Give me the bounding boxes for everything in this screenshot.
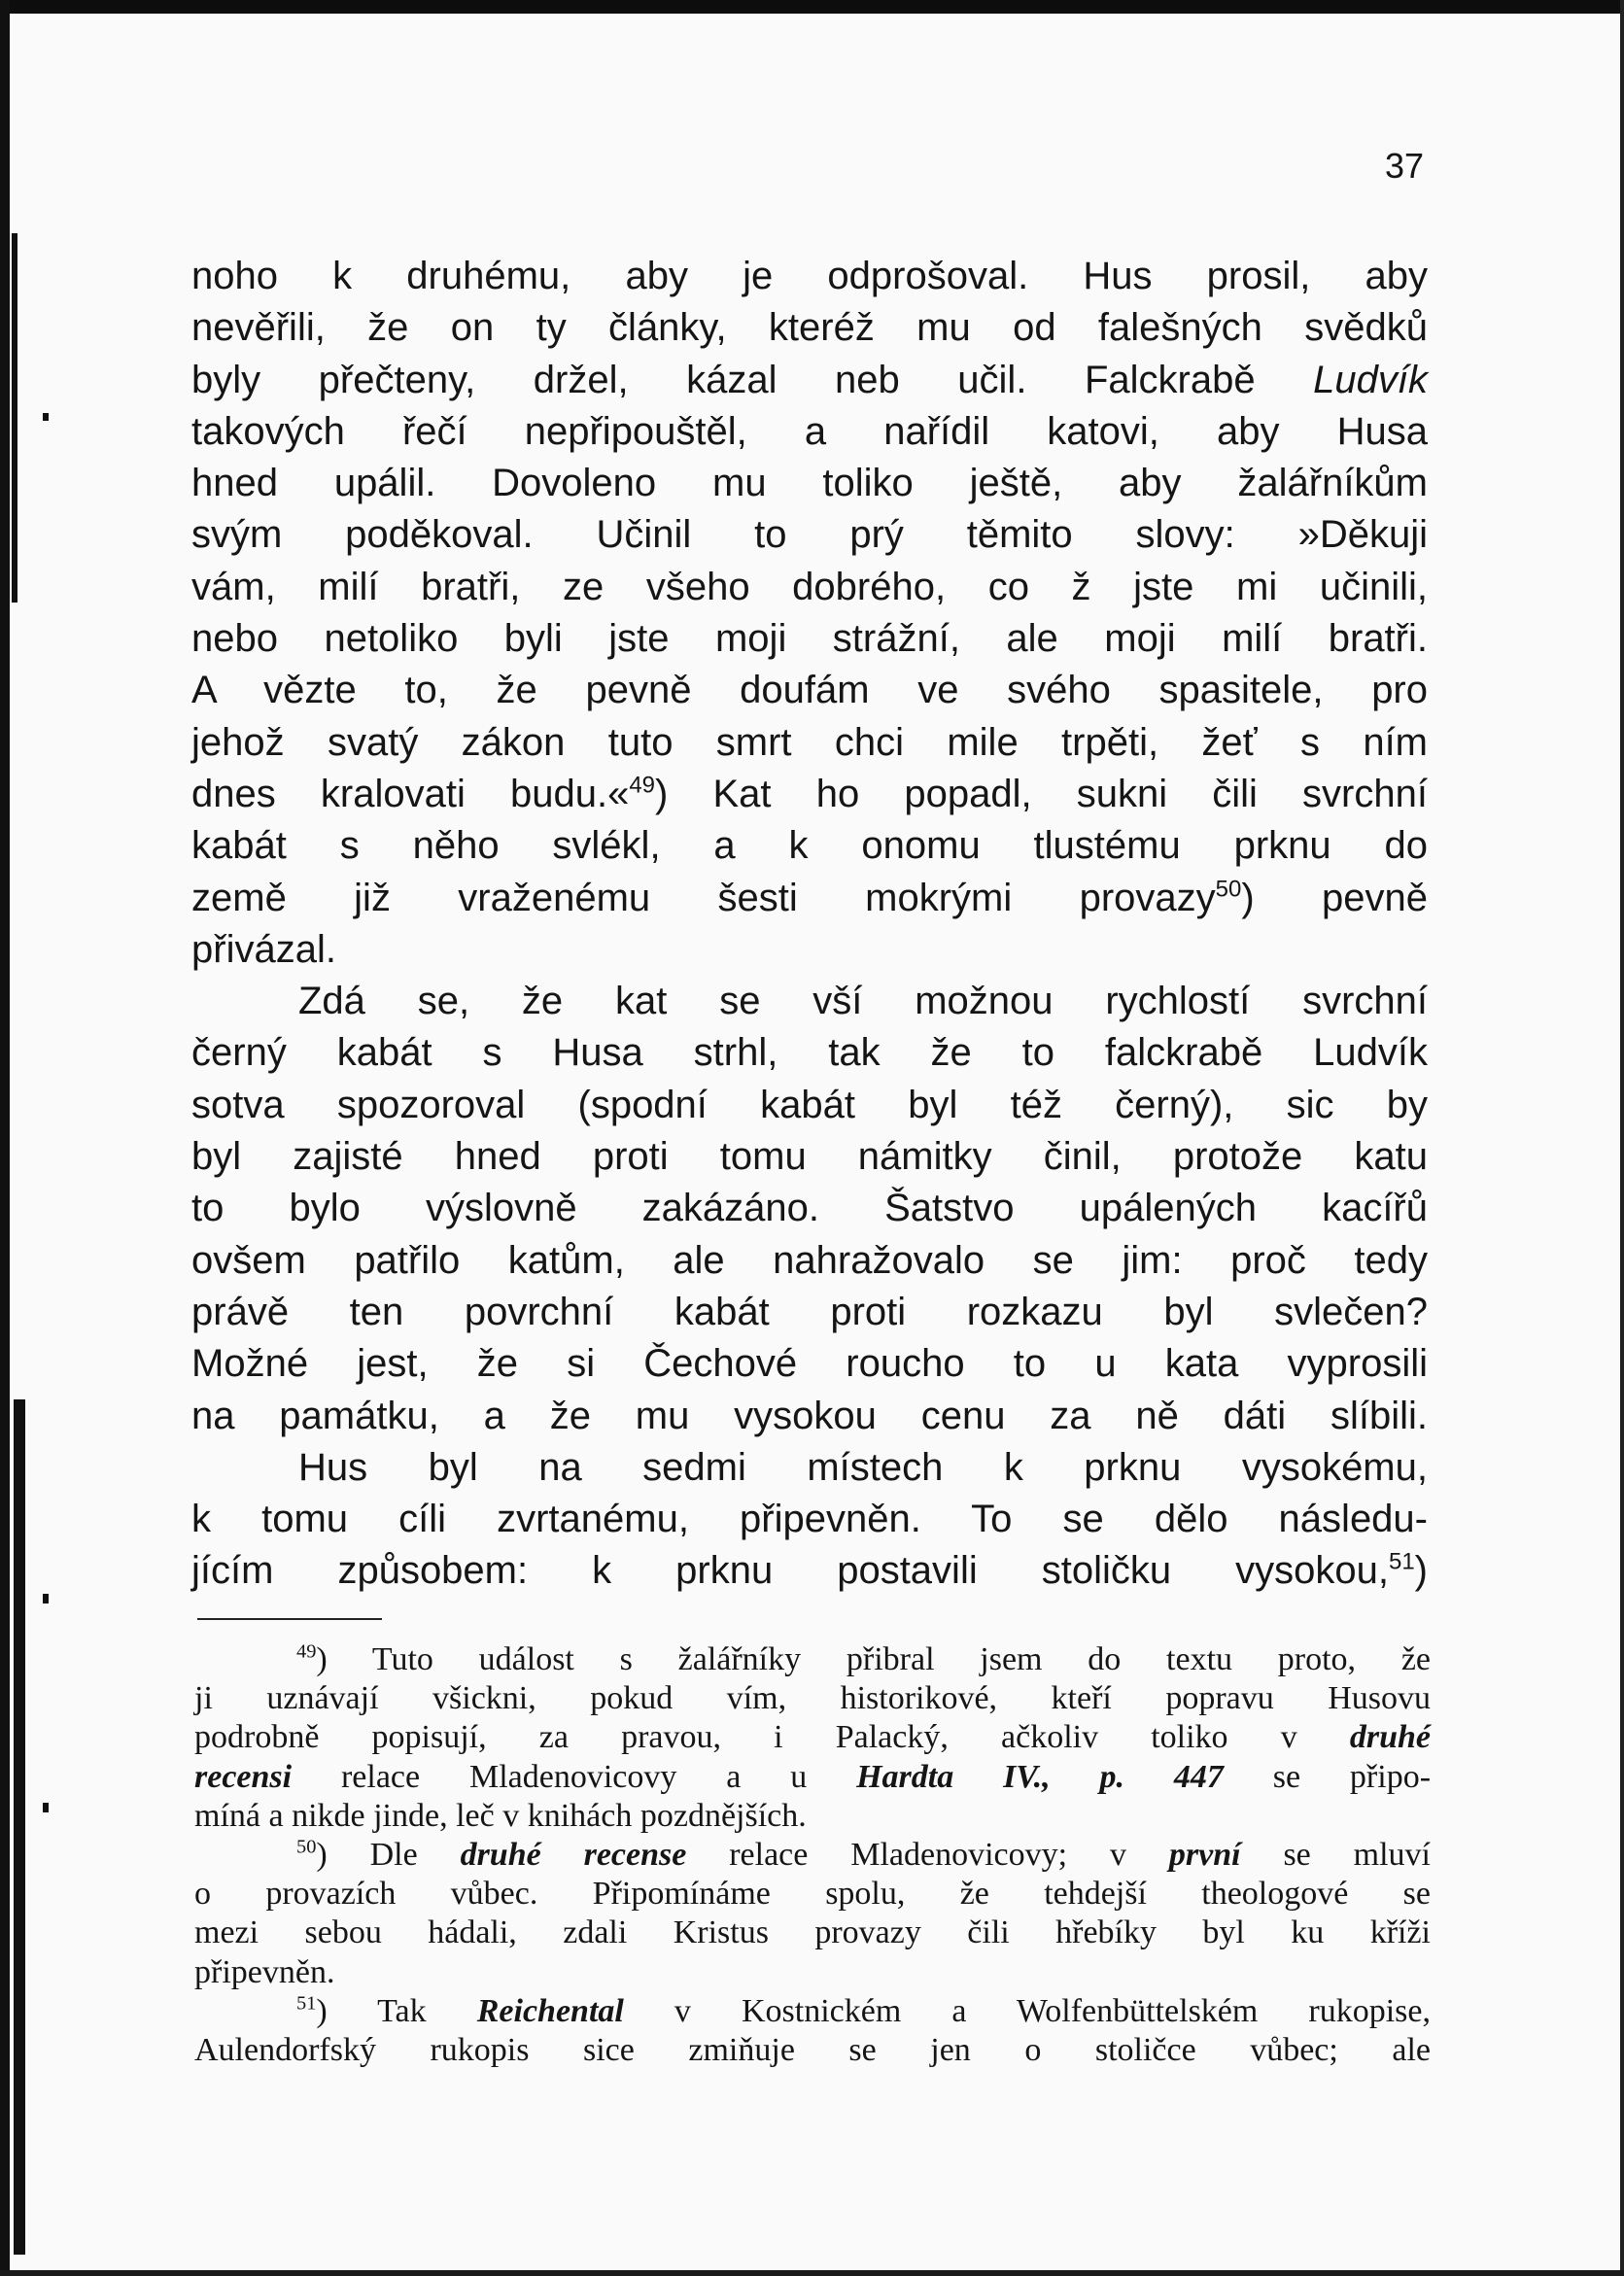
text-line: na památku, a že mu vysokou cenu za ně dáti slíbili.	[191, 1394, 1428, 1437]
text-line: vám, milí bratři, ze všeho dobrého, co ž jste mi učinili,	[191, 565, 1428, 608]
text-line: nebo netoliko byli jste moji strážní, ale moji milí bratři.	[191, 617, 1428, 661]
scan-left-edge	[0, 0, 10, 2276]
text-line: A vězte to, že pevně doufám ve svého spasitele, pro	[191, 669, 1428, 712]
footnote-line: mezi sebou hádali, zdali Kristus provazy čili hřebíky byl ku kříži	[194, 1914, 1431, 1951]
footnote-line: o provazích vůbec. Připomínáme spolu, že tehdejší theologové se	[194, 1876, 1431, 1913]
footnote-ref: 51	[1388, 1549, 1415, 1576]
footnote-line: Aulendorfský rukopis sice zmiňuje se jen o stoličce vůbec; ale	[194, 2031, 1431, 2068]
speck-mark	[43, 1594, 49, 1604]
text-line: dnes kralovati budu.«$^{49}$) Kat ho popadl, sukni čili svrchní	[191, 772, 1428, 815]
text-line: přivázal.	[191, 927, 336, 971]
text-line: Možné jest, že si Čechové roucho to u kata vyprosili	[191, 1342, 1428, 1386]
scan-bottom-edge	[0, 2270, 1624, 2276]
speck-mark	[43, 1803, 49, 1812]
text-line: byly přečteny, držel, kázal neb učil. Falckrabě Ludvík	[191, 358, 1428, 401]
footnote-49: $^{49}$) Tuto událost s žalářníky přibral jsem do textu proto, že	[296, 1640, 1431, 1677]
text-line: ovšem patřilo katům, ale nahražovalo se jim: proč tedy	[191, 1238, 1428, 1282]
text-line: země již vraženému šesti mokrými provazy$^{50}$) pevně	[191, 876, 1429, 919]
footnote-line: podrobně popisují, za pravou, i Palacký, ačkoliv toliko v druhé	[194, 1719, 1432, 1756]
footnote-ref: 49	[629, 772, 656, 799]
page-number: 37	[1385, 146, 1425, 186]
text-line: právě ten povrchní kabát proti rozkazu byl svlečen?	[191, 1290, 1428, 1333]
footnote-line: míná a nikde jinde, leč v knihách pozdnějších.	[194, 1797, 807, 1834]
text-line: to bylo výslovně zakázáno. Šatstvo upálených kacířů	[191, 1187, 1428, 1230]
scan-top-edge	[0, 0, 1624, 14]
person-name: Ludvík	[1313, 358, 1428, 401]
text-line: jícím způsobem: k prknu postavili stoličku vysokou,$^{51}$)	[191, 1549, 1428, 1593]
text-line: noho k druhému, aby je odprošoval. Hus prosil, aby	[191, 255, 1428, 297]
main-text	[191, 251, 1428, 1598]
scan-right-edge	[1620, 0, 1624, 2276]
text-line: hned upálil. Dovoleno mu toliko ještě, aby žalářníkům	[191, 462, 1428, 505]
text-line: sotva spozoroval (spodní kabát byl též černý), sic by	[191, 1083, 1428, 1126]
footnote-51: $^{51}$) Tak Reichental v Kostnickém a Wolfenbüttelském rukopise,	[296, 1992, 1431, 2029]
footnotes	[194, 1640, 1431, 2070]
footnote-ref: 50	[1215, 876, 1242, 903]
speck-mark	[43, 413, 49, 421]
text-line: byl zajisté hned proti tomu námitky činil, protože katu	[191, 1135, 1428, 1179]
text-line: k tomu cíli zvrtanému, připevněn. To se dělo následu-	[191, 1498, 1428, 1541]
text-line: Hus byl na sedmi místech k prknu vysokému,	[298, 1445, 1428, 1489]
text-line: Zdá se, že kat se vší možnou rychlostí svrchní	[298, 980, 1428, 1023]
binding-shadow	[14, 1399, 25, 2255]
footnote-line: ji uznávají všickni, pokud vím, historikové, kteří popravu Husovu	[194, 1680, 1431, 1717]
footnote-divider	[197, 1618, 382, 1620]
text-line: takových řečí nepřipouštěl, a nařídil katovi, aby Husa	[191, 409, 1428, 453]
footnote-line: recensi relace Mladenovicovy a u Hardta IV., p. 447 se připo-	[194, 1758, 1432, 1795]
text-line: kabát s něho svlékl, a k onomu tlustému prknu do	[191, 824, 1428, 868]
footnote-line: připevněn.	[194, 1953, 335, 1990]
text-line: svým poděkoval. Učinil to prý těmito slovy: »Děkuji	[191, 513, 1428, 557]
text-line: jehož svatý zákon tuto smrt chci mile trpěti, žeť s ním	[191, 720, 1428, 764]
binding-shadow	[12, 233, 17, 603]
text-line: černý kabát s Husa strhl, tak že to falckrabě Ludvík	[191, 1031, 1428, 1075]
text-line: nevěřili, že on ty články, kteréž mu od falešných svědků	[191, 306, 1428, 350]
footnote-50: $^{50}$) Dle druhé recense relace Mladenovicovy; v první se mluví	[296, 1836, 1431, 1873]
